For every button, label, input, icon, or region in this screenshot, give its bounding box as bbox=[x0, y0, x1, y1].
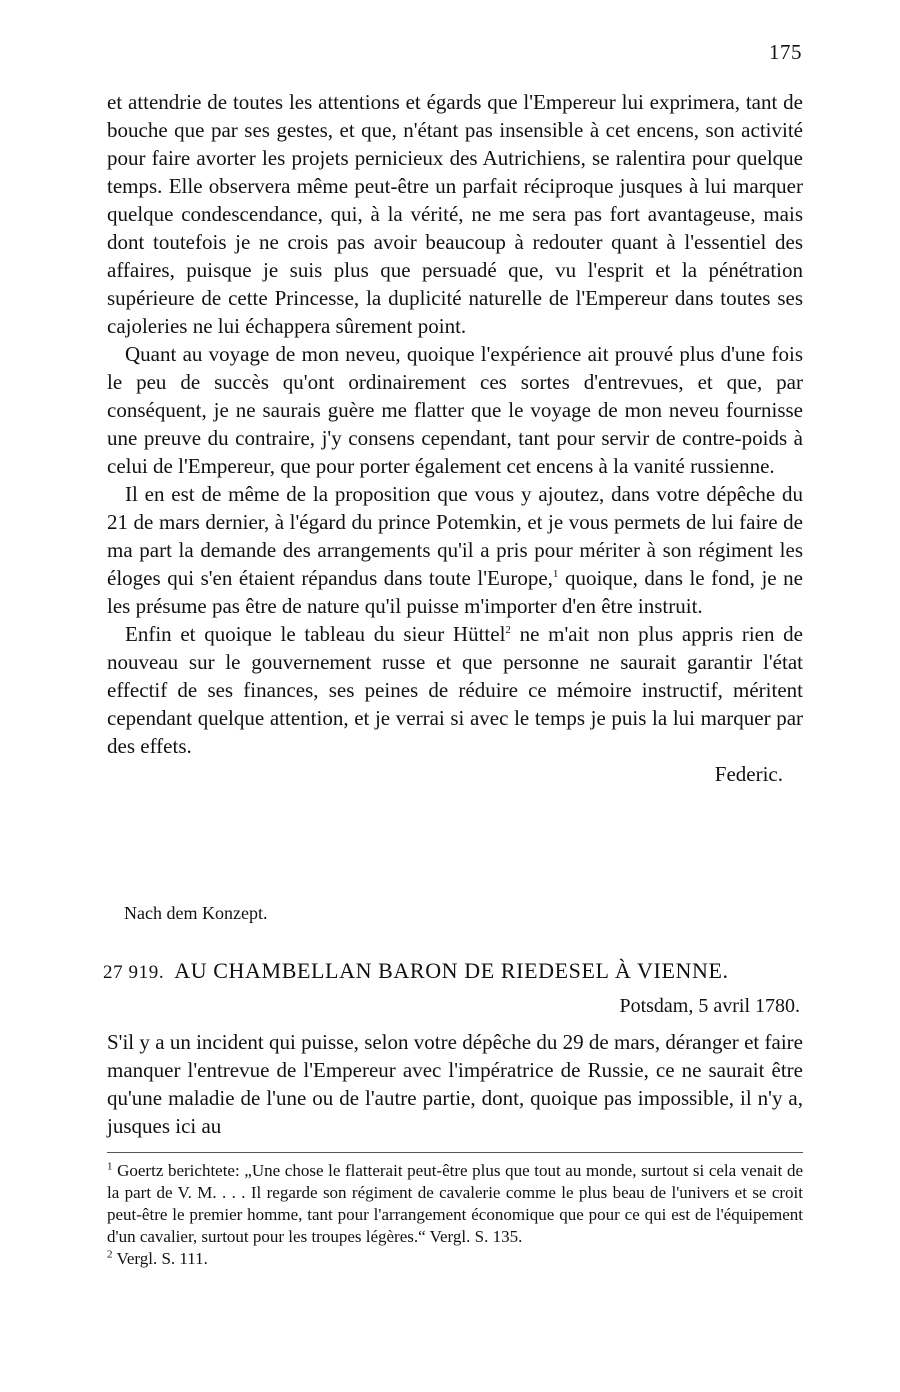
letter-body: S'il y a un incident qui puisse, selon votre dépêche du 29 de mars, déranger et faire manquer l'entrevue de l'Empereur avec l'impératrice de Russie, ce ne saurait être qu'une maladie de l'une ou de l'autre partie, dont, quoique pas impossible, il n'y a, jusques ici au bbox=[107, 1030, 803, 1138]
letter-number: 27 919. bbox=[103, 962, 165, 983]
footnote-divider bbox=[107, 1152, 803, 1153]
footnote-1-text: Goertz berichtete: „Une chose le flatterait peut-être plus que tout au monde, surtout si cela venait de la part de V. M. . . . Il regarde son régiment de cavalerie comme le plus beau de l'univers et se croit peut-être le premier homme, tant pour l'arrangement économique que pour ce qui est de l'équipement d'un cavalier, surtout pour les troupes légères.“ Vergl. S. 135. bbox=[107, 1161, 803, 1246]
footnotes bbox=[107, 1160, 803, 1270]
letter-heading bbox=[103, 958, 803, 984]
paragraph-4-tail: ne m'ait non plus appris rien de nouveau sur le gouvernement russe et que personne ne saurait garantir l'état effectif de ses finances, ses peines de réduire ce mémoire instructif, méritent cependant quelque attention, et je bbox=[107, 622, 803, 730]
footnote-1 bbox=[107, 1160, 803, 1248]
paragraph-3-text: Il en est de même de la proposition que vous y ajoutez, dans votre dépêche du 21 de mars dernier, à l'égard du prince Potemkin, et je vous permets de lui faire de ma part la demande des arrangements qu'il a pris pour mériter à son régiment les éloges qui s'en étaient répandus dans toute l'Europe, bbox=[107, 482, 803, 590]
footnote-2 bbox=[107, 1248, 803, 1270]
footnote-mark-1: 1 bbox=[107, 1160, 113, 1173]
paragraph-4-end: verrai si avec le temps je puis la lui marquer par des effets. bbox=[107, 706, 804, 758]
paragraph-1: et attendrie de toutes les attentions et égards que l'Empereur lui exprimera, tant de bouche que par ses gestes, et que, n'étant pas insensible à cet encens, son activité pour faire avorter les projets pernicieux des Autrichiens, se ralentira pour quelque temps. Elle observera même peut-être un parfait réciproque jusques à lui marquer quelque condescendance, qui, à la vérité, ne me sera pas fort avantageuse, mais dont toutefois je ne crois pas avoir beaucoup à redouter quant à l'essentiel des affaires, puisque je suis plus que persuadé que, vu l'esprit et la pénétration supérieure de cette Princesse, la duplicité naturelle de l'Empereur dans toutes ses cajoleries ne lui échappera sûrement point. bbox=[107, 90, 803, 338]
letter-title: AU CHAMBELLAN BARON DE RIEDESEL À VIENNE. bbox=[174, 958, 729, 983]
page-number: 175 bbox=[769, 40, 802, 64]
paragraph-2: Quant au voyage de mon neveu, quoique l'expérience ait prouvé plus d'une fois le peu de succès qu'ont ordinairement ces sortes d'entrevues, et que, par conséquent, je ne saurais guère me flatter que le voyage de mon neveu fournisse une preuve du contraire, j'y consens cependant, tant pour servir de contre-poids à celui de l'Empereur, que pour porter également cet encens à la vanité russienne. bbox=[107, 342, 803, 478]
footnote-ref-1: 1 bbox=[552, 568, 559, 580]
footnote-ref-2: 2 bbox=[505, 624, 511, 636]
paragraph-3-tail: quoique, dans le fond, je ne les présume pas être de nature qu'il puisse m'importer d'en être instruit. bbox=[107, 566, 803, 618]
letter-dateline: Potsdam, 5 avril 1780. bbox=[619, 995, 800, 1017]
footnote-mark-2: 2 bbox=[107, 1248, 113, 1261]
footnote-2-text: Vergl. S. 111. bbox=[116, 1249, 208, 1268]
paragraph-4-text: Enfin et quoique le tableau du sieur Hüttel bbox=[125, 622, 506, 646]
main-text bbox=[107, 88, 803, 788]
source-note: Nach dem Konzept. bbox=[124, 903, 268, 923]
paragraph-3 bbox=[107, 480, 803, 620]
paragraph-4 bbox=[107, 620, 803, 760]
signature: Federic. bbox=[714, 762, 783, 786]
